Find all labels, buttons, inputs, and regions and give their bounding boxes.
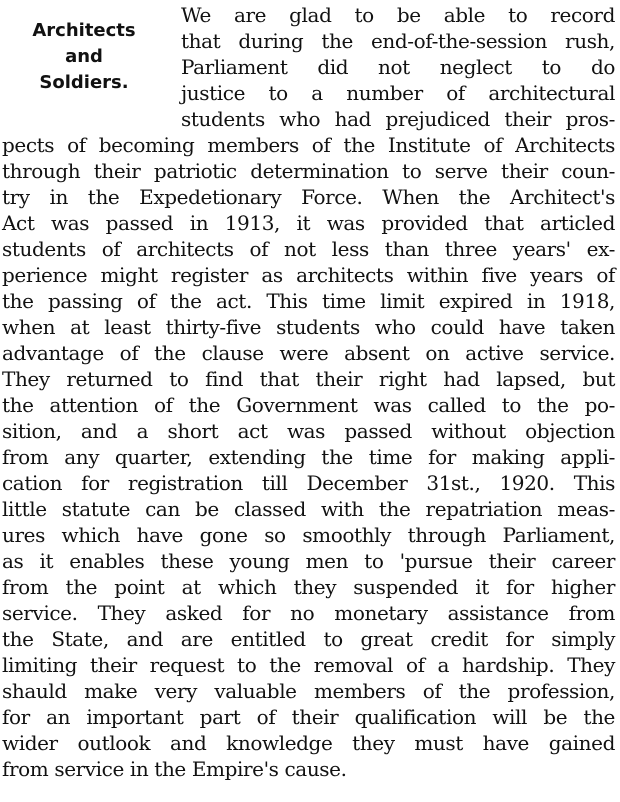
- heading-line-3: Soldiers.: [39, 72, 129, 93]
- body-line: Parliament did not neglect to do: [181, 55, 615, 79]
- body-line: They returned to find that their right had lapsed, but: [2, 367, 615, 391]
- body-line: the State, and are entitled to great credit for simply: [2, 627, 615, 651]
- body-line: through their patriotic determination to serve their coun-: [2, 159, 615, 183]
- body-line: the attention of the Government was called to the po-: [2, 393, 615, 417]
- body-line: justice to a number of architectural: [181, 81, 615, 105]
- body-line: try in the Expedetionary Force. When the Architect's: [2, 185, 615, 209]
- body-line: from the point at which they suspended it for higher: [2, 575, 615, 599]
- body-line: the passing of the act. This time limit expired in 1918,: [2, 289, 615, 313]
- body-line: service. They asked for no monetary assistance from: [2, 601, 615, 625]
- body-line: for an important part of their qualification will be the: [2, 705, 615, 729]
- body-line: when at least thirty-five students who could have taken: [2, 315, 615, 339]
- article-heading: [4, 18, 164, 96]
- body-line: limiting their request to the removal of a hardship. They: [2, 653, 615, 677]
- heading-line-2: and: [65, 46, 103, 67]
- body-line: advantage of the clause were absent on active service.: [2, 341, 615, 365]
- body-line: sition, and a short act was passed without objection: [2, 419, 615, 443]
- body-line: ures which have gone so smoothly through Parliament,: [2, 523, 615, 547]
- body-line: shauld make very valuable members of the profession,: [2, 679, 615, 703]
- body-line: that during the end-of-the-session rush,: [181, 29, 615, 53]
- body-line: wider outlook and knowledge they must have gained: [2, 731, 615, 755]
- body-line: cation for registration till December 31st., 1920. This: [2, 471, 615, 495]
- body-line: students of architects of not less than three years' ex-: [2, 237, 615, 261]
- heading-line-1: Architects: [32, 20, 136, 41]
- body-line: perience might register as architects within five years of: [2, 263, 615, 287]
- body-line: We are glad to be able to record: [181, 3, 615, 27]
- body-line: from any quarter, extending the time for making appli-: [2, 445, 615, 469]
- body-line: Act was passed in 1913, it was provided that articled: [2, 211, 615, 235]
- body-line-last: from service in the Empire's cause.: [2, 757, 347, 781]
- body-line: students who had prejudiced their pros-: [181, 107, 615, 131]
- body-line: little statute can be classed with the repatriation meas-: [2, 497, 615, 521]
- body-line: as it enables these young men to 'pursue their career: [2, 549, 615, 573]
- body-line: pects of becoming members of the Institute of Architects: [2, 133, 615, 157]
